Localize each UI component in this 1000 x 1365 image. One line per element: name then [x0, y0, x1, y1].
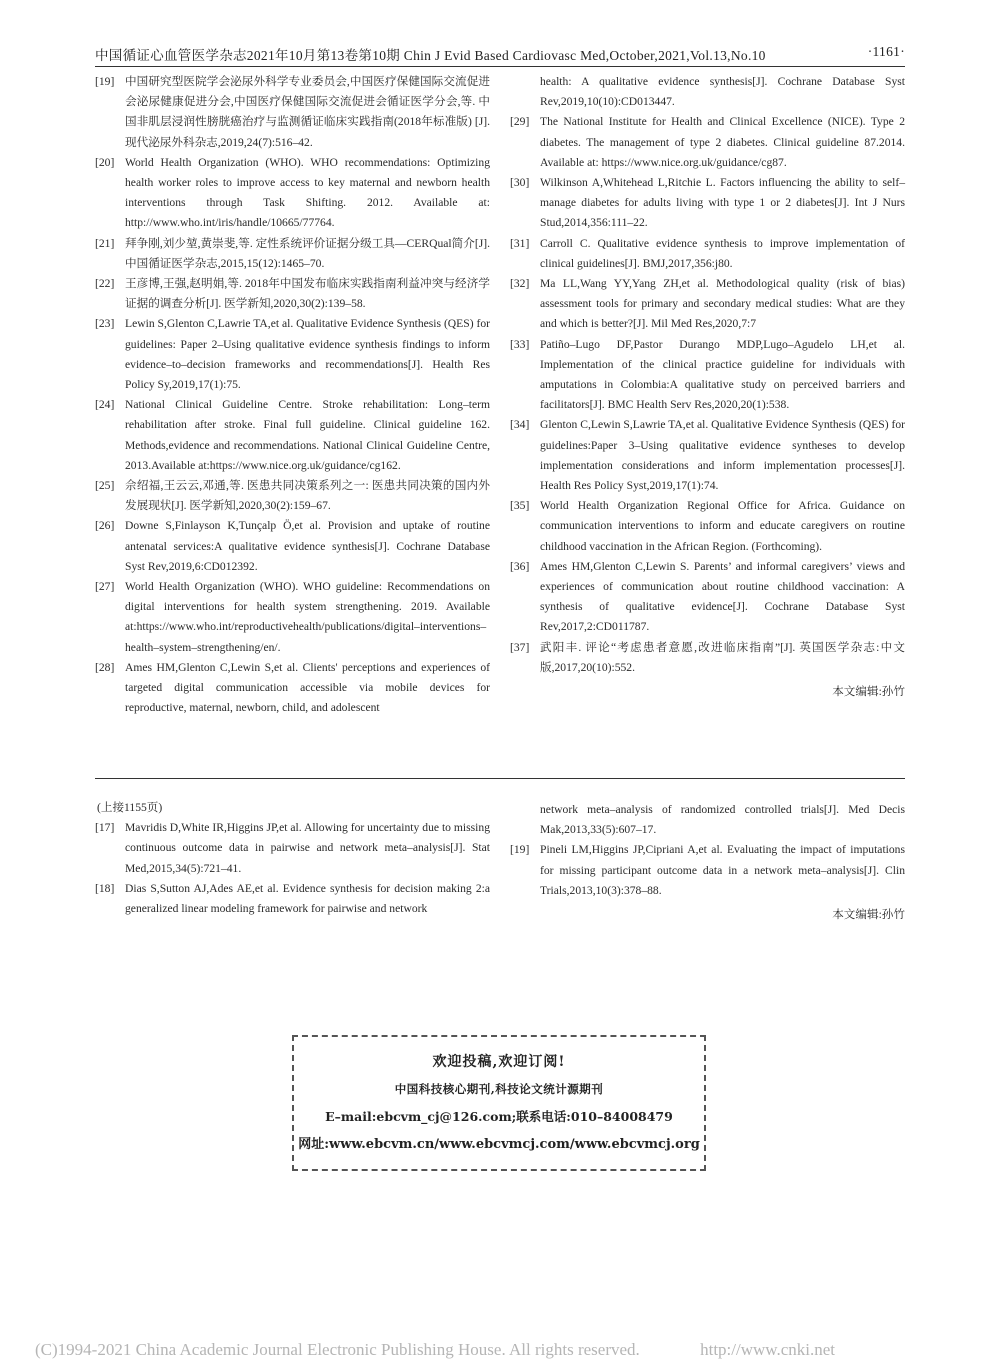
reference-item: [35] World Health Organization Regional Office for Africa. Guidance on communication interventions to inform and educate caregivers on routine childhood vaccination in the African Region. (Forthcoming).: [510, 499, 905, 553]
reference-item: [25] 佘绍福,王云云,邓通,等. 医患共同决策系列之一: 医患共同决策的国内外发展现状[J]. 医学新知,2020,30(2):159–67.: [95, 479, 490, 513]
editor-credit: 本文编辑:孙竹: [832, 908, 905, 922]
reference-item: [31] Carroll C. Qualitative evidence synthesis to improve implementation of clinical guidelines[J]. BMJ,2017,356:j80.: [510, 236, 905, 270]
notice-website: 网址:www.ebcvm.cn/www.ebcvmcj.com/www.ebcvmcj.org: [298, 1137, 700, 1152]
notice-contact: E–mail:ebcvm_cj@126.com;联系电话:010–84008479: [325, 1109, 673, 1124]
reference-item: [18] Dias S,Sutton AJ,Ades AE,et al. Evidence synthesis for decision making 2:a generalized linear modeling framework for pairwise and network: [95, 881, 490, 916]
reference-item: [30] Wilkinson A,Whitehead L,Ritchie L. Factors influencing the ability to self–manage diabetes for adults living with type 1 or 2 diabetes[J]. Int J Nurs Stud,2014,356:111–22.: [510, 176, 905, 230]
reference-item: [32] Ma LL,Wang YY,Yang ZH,et al. Methodological quality (risk of bias) assessment tools for primary and secondary medical studies: What are they and which is better?[J]. Mil Med Res,2020,7:7: [510, 277, 905, 331]
references-bottom-right-column: [510, 800, 905, 925]
references-bottom-left-column: [95, 798, 490, 919]
reference-continuation: network meta–analysis of randomized controlled trials[J]. Med Decis Mak,2013,33(5):607–17.: [540, 803, 905, 837]
reference-item: [33] Patiño–Lugo DF,Pastor Durango MDP,Lugo–Agudelo LH,et al. Implementation of the clinical practice guideline for individuals with amputations in Colombia:A qualitative study on perceived barriers and facilitators[J]. BMC Health Serv Res,2020,20(1):538.: [510, 337, 905, 412]
reference-item: [34] Glenton C,Lewin S,Lawrie TA,et al. Qualitative Evidence Synthesis (QES) for guidelines:Paper 3–Using qualitative evidence syntheses to develop implementation considerations and inform implementation processes[J]. Health Res Policy Syst,2019,17(1):74.: [510, 418, 905, 493]
reference-item: [17] Mavridis D,White IR,Higgins JP,et al. Allowing for uncertainty due to missing continuous outcome data in pairwise and network meta–analysis[J]. Stat Med,2015,34(5):721–41.: [95, 821, 490, 875]
reference-item: [27] World Health Organization (WHO). WHO guideline: Recommendations on digital interventions for health system strengthening. 2019. Available at:https://www.who.int/reproductivehealth/publications/digital–interventions–health–system–strengthening/en/.: [95, 580, 490, 654]
subscription-notice-box: [292, 1035, 706, 1171]
reference-item: [29] The National Institute for Health and Clinical Excellence (NICE). Type 2 diabetes. The management of type 2 diabetes. Clinical guideline 87.2014. Available at: https://www.nice.org.uk/guidance/cg87.: [510, 115, 905, 169]
reference-item: [19] 中国研究型医院学会泌尿外科学专业委员会,中国医疗保健国际交流促进会泌尿健康促进分会,中国医疗保健国际交流促进会循证医学分会,等. 中国非肌层浸润性膀胱癌治疗与监测循证临床实践指南(2018年标准版) [J]. 现代泌尿外科杂志,2019,24(7):516–42.: [95, 75, 490, 149]
editor-credit: 本文编辑:孙竹: [832, 685, 905, 699]
cnki-link: http://www.cnki.net: [700, 1340, 835, 1359]
copyright-text: (C)1994-2021 China Academic Journal Electronic Publishing House. All rights reserved.: [35, 1340, 640, 1359]
reference-item: [37] 武阳丰. 评论“考虑患者意愿,改进临床指南”[J]. 英国医学杂志:中文版,2017,20(10):552.: [510, 640, 905, 674]
reference-item: [21] 拜争刚,刘少堃,黄崇斐,等. 定性系统评价证据分级工具—CERQual简介[J]. 中国循证医学杂志,2015,15(12):1465–70.: [95, 236, 490, 270]
reference-continuation: health: A qualitative evidence synthesis[J]. Cochrane Database Syst Rev,2019,10(10):CD013447.: [540, 75, 905, 109]
header-rule: [95, 66, 905, 67]
reference-item: [24] National Clinical Guideline Centre. Stroke rehabilitation: Long–term rehabilitation after stroke. Final full guideline. Clinical guideline 162. Methods,evidence and recommendations. National Clinical Guideline Centre, 2013.Available at:https://www.nice.org.uk/guidance/cg162.: [95, 398, 490, 472]
reference-item: [20] World Health Organization (WHO). WHO recommendations: Optimizing health worker roles to improve access to key maternal and newborn health interventions through Task Shifting. 2012. Available at: http://www.who.int/iris/handle/10665/77764.: [95, 155, 490, 230]
page-number: ·1161·: [867, 44, 905, 59]
references-top-right-column: [510, 72, 905, 702]
reference-item: [22] 王彦博,王强,赵明娟,等. 2018年中国发布临床实践指南利益冲突与经济学证据的调查分析[J]. 医学新知,2020,30(2):139–58.: [95, 277, 490, 311]
reference-item: [36] Ames HM,Glenton C,Lewin S. Parents’ and informal caregivers’ views and experiences of communication about routine childhood vaccination: A synthesis of qualitative evidence[J]. Cochrane Database Syst Rev,2017,2:CD011787.: [510, 559, 905, 634]
section-divider: [95, 778, 905, 779]
running-header: [95, 38, 905, 68]
reference-item: [23] Lewin S,Glenton C,Lawrie TA,et al. Qualitative Evidence Synthesis (QES) for guidelines: Paper 2–Using qualitative evidence synthesis findings to inform evidence–to–decision frameworks and recommendations[J]. Health Res Policy Sy,2019,17(1):75.: [95, 317, 490, 392]
notice-journal-status: 中国科技核心期刊,科技论文统计源期刊: [394, 1082, 604, 1096]
continued-from-note: (上接1155页): [97, 801, 163, 814]
reference-item: [19] Pineli LM,Higgins JP,Cipriani A,et al. Evaluating the impact of imputations for missing participant outcome data in a network meta–analysis[J]. Clin Trials,2013,10(3):378–88.: [510, 843, 905, 897]
notice-welcome: 欢迎投稿,欢迎订阅!: [432, 1054, 566, 1070]
reference-item: [26] Downe S,Finlayson K,Tunçalp Ö,et al. Provision and uptake of routine antenatal services:A qualitative evidence synthesis[J]. Cochrane Database Syst Rev,2019,6:CD012392.: [95, 519, 490, 573]
reference-item: [28] Ames HM,Glenton C,Lewin S,et al. Clients' perceptions and experiences of targeted digital communication accessible via mobile devices for reproductive, maternal, newborn, child, and adolescent: [95, 660, 490, 715]
references-top-left-column: [95, 72, 490, 719]
journal-citation: 中国循证心血管医学杂志2021年10月第13卷第10期 Chin J Evid Based Cardiovasc Med,October,2021,Vol.13,No.10: [95, 48, 766, 63]
